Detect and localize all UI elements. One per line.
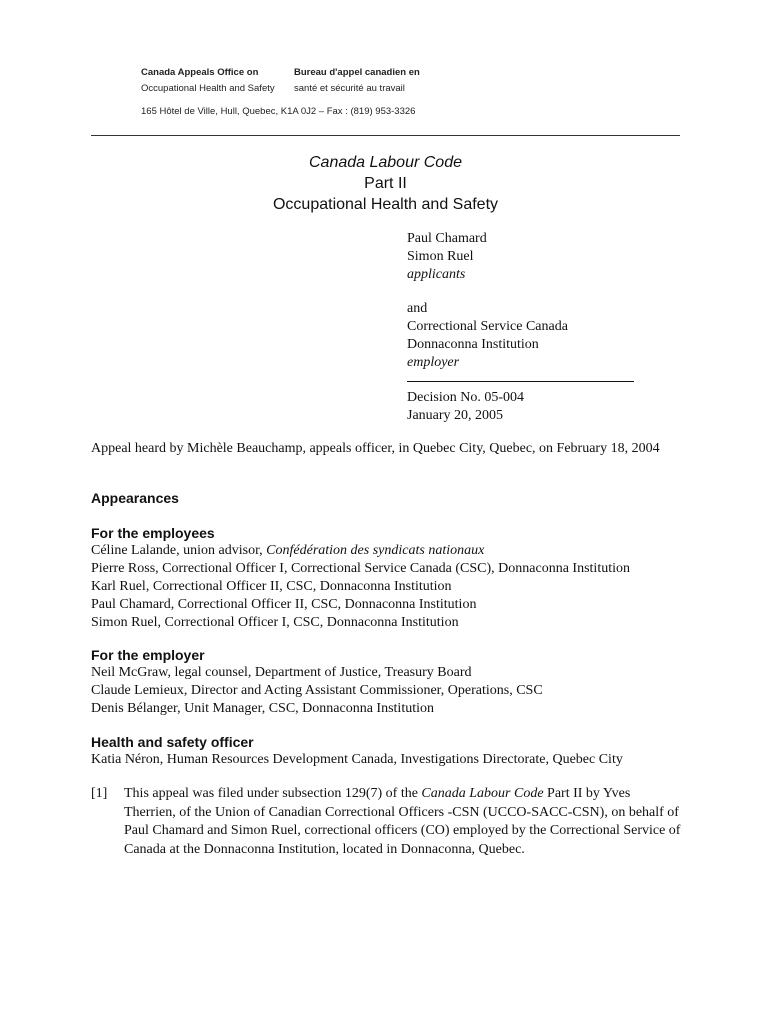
list-item: Pierre Ross, Correctional Officer I, Correctional Service Canada (CSC), Donnaconna Institution <box>91 561 630 576</box>
employee-rep-plain: Céline Lalande, union advisor, <box>91 543 267 558</box>
employer-list <box>91 664 543 718</box>
document-title <box>91 152 680 215</box>
list-item: Karl Ruel, Correctional Officer II, CSC, Donnaconna Institution <box>91 579 452 594</box>
decision-number: Decision No. 05-004 <box>407 390 525 405</box>
employees-list <box>91 542 630 632</box>
employee-rep-union: Confédération des syndicats nationaux <box>266 543 485 558</box>
title-line-1: Canada Labour Code <box>308 154 462 171</box>
decision-date: January 20, 2005 <box>407 408 504 423</box>
appeal-intro: Appeal heard by Michèle Beauchamp, appeals officer, in Quebec City, Quebec, on February 18, 2004 <box>91 441 660 456</box>
list-item: Paul Chamard, Correctional Officer II, CSC, Donnaconna Institution <box>91 597 477 612</box>
paragraph-1 <box>91 785 681 859</box>
applicant-1: Paul Chamard <box>407 231 487 246</box>
list-item: Simon Ruel, Correctional Officer I, CSC, Donnaconna Institution <box>91 615 459 630</box>
list-item: Denis Bélanger, Unit Manager, CSC, Donnaconna Institution <box>91 701 434 716</box>
letterhead-address: 165 Hôtel de Ville, Hull, Quebec, K1A 0J2 – Fax : (819) 953-3326 <box>141 106 416 117</box>
parties-block <box>407 230 634 425</box>
letterhead-fr-line2: santé et sécurité au travail <box>294 83 405 94</box>
list-item <box>91 542 630 560</box>
list-item: Katia Néron, Human Resources Development Canada, Investigations Directorate, Quebec City <box>91 752 623 767</box>
list-item: Neil McGraw, legal counsel, Department of Justice, Treasury Board <box>91 665 472 680</box>
hso-list <box>91 751 623 769</box>
paragraph-number: [1] <box>91 786 108 801</box>
letterhead-en-line2: Occupational Health and Safety <box>141 83 275 94</box>
decision-rule <box>407 381 634 382</box>
paragraph-text-a: This appeal was filed under subsection 129(7) of the <box>124 786 422 801</box>
employees-heading: For the employees <box>91 525 215 541</box>
letterhead-fr-line1: Bureau d'appel canadien en <box>294 67 420 78</box>
title-line-3: Occupational Health and Safety <box>272 196 499 213</box>
employer-label: employer <box>407 355 460 370</box>
header-rule <box>91 135 680 136</box>
applicant-2: Simon Ruel <box>407 249 474 264</box>
and-label: and <box>407 301 428 316</box>
employer-2: Donnaconna Institution <box>407 337 539 352</box>
paragraph-text-italic: Canada Labour Code <box>421 786 544 801</box>
list-item: Claude Lemieux, Director and Acting Assistant Commissioner, Operations, CSC <box>91 683 543 698</box>
title-line-2: Part II <box>364 175 407 192</box>
applicants-label: applicants <box>407 267 466 282</box>
appearances-heading: Appearances <box>91 490 179 506</box>
employer-heading: For the employer <box>91 647 205 663</box>
paragraph-text-b: Part II by Yves Therrien, of the Union of Canadian Correctional Officers -CSN (UCCO-SACC-CSN), on behalf of Paul Chamard and Simon Ruel, correctional officers (CO) employed by the Correctional Service of Canada at the Donnaconna Institution, located in Donnaconna, Quebec. <box>124 786 681 857</box>
hso-heading: Health and safety officer <box>91 734 254 750</box>
employer-1: Correctional Service Canada <box>407 319 568 334</box>
letterhead-en-line1: Canada Appeals Office on <box>141 67 259 78</box>
